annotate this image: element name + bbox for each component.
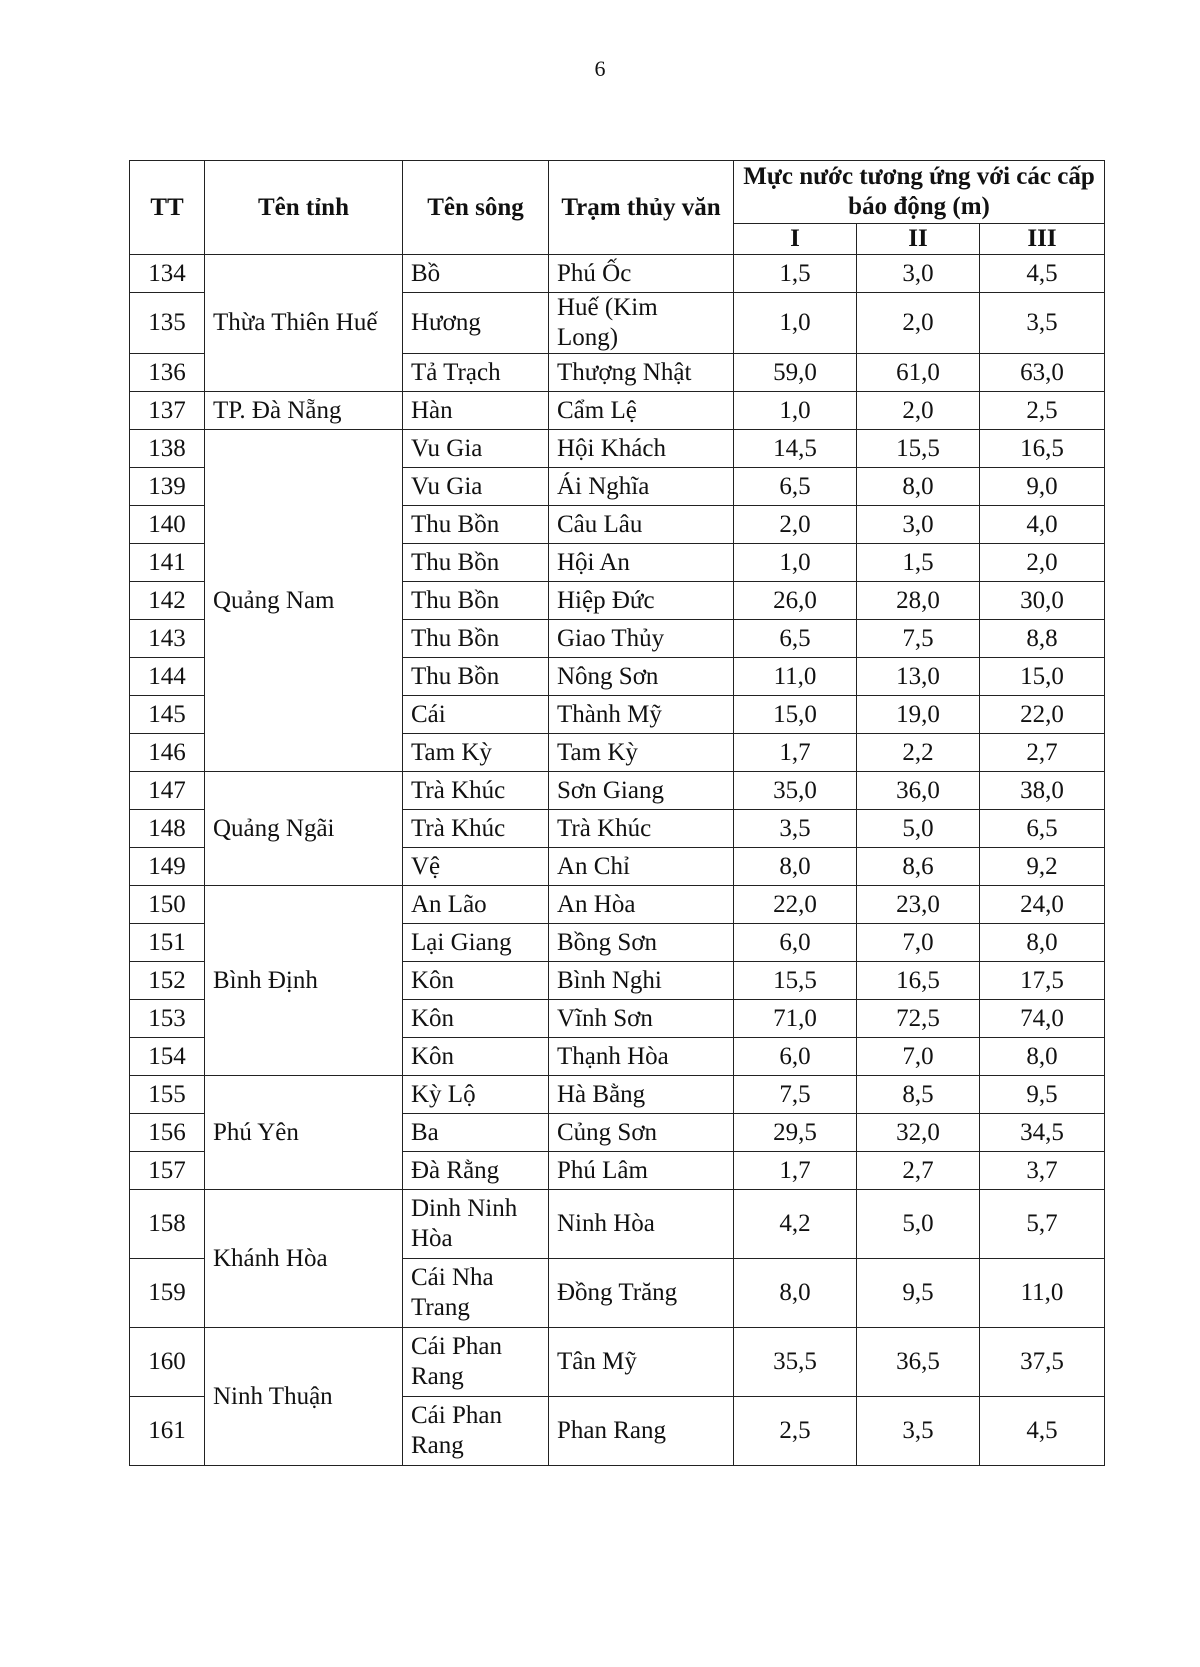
cell-level-3: 2,5 bbox=[980, 392, 1105, 430]
cell-station: Cẩm Lệ bbox=[549, 392, 734, 430]
cell-tt: 158 bbox=[130, 1190, 205, 1259]
cell-tt: 136 bbox=[130, 354, 205, 392]
cell-level-2: 7,0 bbox=[857, 924, 980, 962]
cell-level-1: 2,5 bbox=[734, 1397, 857, 1466]
cell-level-1: 8,0 bbox=[734, 848, 857, 886]
cell-level-3: 63,0 bbox=[980, 354, 1105, 392]
cell-level-2: 23,0 bbox=[857, 886, 980, 924]
cell-station: Ái Nghĩa bbox=[549, 468, 734, 506]
cell-station: Câu Lâu bbox=[549, 506, 734, 544]
table-row bbox=[130, 886, 1105, 924]
cell-level-3: 74,0 bbox=[980, 1000, 1105, 1038]
cell-station: Thạnh Hòa bbox=[549, 1038, 734, 1076]
cell-level-1: 1,7 bbox=[734, 1152, 857, 1190]
table-row bbox=[130, 430, 1105, 468]
cell-level-3: 22,0 bbox=[980, 696, 1105, 734]
cell-tt: 143 bbox=[130, 620, 205, 658]
cell-level-3: 30,0 bbox=[980, 582, 1105, 620]
cell-station: Trà Khúc bbox=[549, 810, 734, 848]
cell-river: Trà Khúc bbox=[403, 772, 549, 810]
cell-level-3: 17,5 bbox=[980, 962, 1105, 1000]
cell-level-3: 4,5 bbox=[980, 1397, 1105, 1466]
cell-level-2: 32,0 bbox=[857, 1114, 980, 1152]
cell-river: An Lão bbox=[403, 886, 549, 924]
cell-level-1: 6,0 bbox=[734, 924, 857, 962]
cell-level-2: 5,0 bbox=[857, 810, 980, 848]
cell-river: Thu Bồn bbox=[403, 544, 549, 582]
cell-tt: 134 bbox=[130, 255, 205, 293]
cell-level-2: 15,5 bbox=[857, 430, 980, 468]
cell-level-1: 1,0 bbox=[734, 392, 857, 430]
cell-river: Ba bbox=[403, 1114, 549, 1152]
header-level-2: II bbox=[857, 224, 980, 255]
cell-province: Phú Yên bbox=[205, 1076, 403, 1190]
cell-station: Tam Kỳ bbox=[549, 734, 734, 772]
cell-tt: 157 bbox=[130, 1152, 205, 1190]
cell-river: Thu Bồn bbox=[403, 582, 549, 620]
cell-level-1: 15,0 bbox=[734, 696, 857, 734]
cell-level-1: 1,7 bbox=[734, 734, 857, 772]
cell-river: Dinh Ninh Hòa bbox=[403, 1190, 549, 1259]
cell-river: Kôn bbox=[403, 962, 549, 1000]
header-river: Tên sông bbox=[403, 161, 549, 255]
cell-level-2: 13,0 bbox=[857, 658, 980, 696]
cell-station: Sơn Giang bbox=[549, 772, 734, 810]
cell-level-3: 38,0 bbox=[980, 772, 1105, 810]
cell-station: Thượng Nhật bbox=[549, 354, 734, 392]
cell-level-1: 59,0 bbox=[734, 354, 857, 392]
cell-tt: 145 bbox=[130, 696, 205, 734]
cell-station: Bình Nghi bbox=[549, 962, 734, 1000]
cell-level-1: 29,5 bbox=[734, 1114, 857, 1152]
cell-level-1: 6,5 bbox=[734, 620, 857, 658]
cell-tt: 141 bbox=[130, 544, 205, 582]
cell-level-3: 34,5 bbox=[980, 1114, 1105, 1152]
cell-level-1: 1,0 bbox=[734, 544, 857, 582]
cell-level-2: 7,0 bbox=[857, 1038, 980, 1076]
cell-tt: 156 bbox=[130, 1114, 205, 1152]
cell-station: Hà Bằng bbox=[549, 1076, 734, 1114]
cell-station: Đồng Trăng bbox=[549, 1259, 734, 1328]
cell-level-1: 22,0 bbox=[734, 886, 857, 924]
cell-level-2: 3,0 bbox=[857, 506, 980, 544]
cell-tt: 155 bbox=[130, 1076, 205, 1114]
cell-level-3: 15,0 bbox=[980, 658, 1105, 696]
cell-level-1: 35,5 bbox=[734, 1328, 857, 1397]
cell-level-1: 26,0 bbox=[734, 582, 857, 620]
cell-level-2: 5,0 bbox=[857, 1190, 980, 1259]
table-row bbox=[130, 255, 1105, 293]
cell-level-2: 28,0 bbox=[857, 582, 980, 620]
cell-tt: 159 bbox=[130, 1259, 205, 1328]
cell-level-1: 14,5 bbox=[734, 430, 857, 468]
cell-tt: 151 bbox=[130, 924, 205, 962]
cell-level-1: 15,5 bbox=[734, 962, 857, 1000]
cell-tt: 154 bbox=[130, 1038, 205, 1076]
cell-station: Tân Mỹ bbox=[549, 1328, 734, 1397]
cell-station: Giao Thủy bbox=[549, 620, 734, 658]
header-station: Trạm thủy văn bbox=[549, 161, 734, 255]
cell-province: Khánh Hòa bbox=[205, 1190, 403, 1328]
cell-river: Tam Kỳ bbox=[403, 734, 549, 772]
cell-river: Bồ bbox=[403, 255, 549, 293]
cell-level-1: 8,0 bbox=[734, 1259, 857, 1328]
cell-level-2: 3,5 bbox=[857, 1397, 980, 1466]
cell-level-2: 36,0 bbox=[857, 772, 980, 810]
cell-level-1: 35,0 bbox=[734, 772, 857, 810]
cell-river: Trà Khúc bbox=[403, 810, 549, 848]
cell-level-2: 19,0 bbox=[857, 696, 980, 734]
cell-level-3: 8,8 bbox=[980, 620, 1105, 658]
cell-level-3: 2,0 bbox=[980, 544, 1105, 582]
cell-province: Quảng Ngãi bbox=[205, 772, 403, 886]
table-row bbox=[130, 1076, 1105, 1114]
cell-tt: 144 bbox=[130, 658, 205, 696]
cell-river: Kôn bbox=[403, 1038, 549, 1076]
cell-province: Ninh Thuận bbox=[205, 1328, 403, 1466]
cell-level-2: 2,0 bbox=[857, 293, 980, 354]
cell-level-2: 72,5 bbox=[857, 1000, 980, 1038]
cell-tt: 152 bbox=[130, 962, 205, 1000]
cell-tt: 142 bbox=[130, 582, 205, 620]
cell-level-1: 1,5 bbox=[734, 255, 857, 293]
cell-station: Thành Mỹ bbox=[549, 696, 734, 734]
cell-tt: 135 bbox=[130, 293, 205, 354]
cell-level-3: 8,0 bbox=[980, 1038, 1105, 1076]
cell-tt: 139 bbox=[130, 468, 205, 506]
cell-level-2: 16,5 bbox=[857, 962, 980, 1000]
cell-river: Cái Nha Trang bbox=[403, 1259, 549, 1328]
cell-station: Phú Lâm bbox=[549, 1152, 734, 1190]
cell-level-2: 9,5 bbox=[857, 1259, 980, 1328]
cell-level-3: 4,5 bbox=[980, 255, 1105, 293]
cell-level-3: 5,7 bbox=[980, 1190, 1105, 1259]
cell-tt: 147 bbox=[130, 772, 205, 810]
cell-river: Vệ bbox=[403, 848, 549, 886]
cell-station: Bồng Sơn bbox=[549, 924, 734, 962]
cell-level-1: 1,0 bbox=[734, 293, 857, 354]
cell-station: Phan Rang bbox=[549, 1397, 734, 1466]
cell-level-2: 2,0 bbox=[857, 392, 980, 430]
page-number: 6 bbox=[594, 56, 606, 81]
cell-tt: 138 bbox=[130, 430, 205, 468]
cell-level-1: 2,0 bbox=[734, 506, 857, 544]
cell-province: Bình Định bbox=[205, 886, 403, 1076]
cell-river: Đà Rằng bbox=[403, 1152, 549, 1190]
alert-levels-table bbox=[129, 160, 1105, 1466]
cell-river: Vu Gia bbox=[403, 430, 549, 468]
table-row bbox=[130, 772, 1105, 810]
cell-level-3: 24,0 bbox=[980, 886, 1105, 924]
cell-level-3: 9,2 bbox=[980, 848, 1105, 886]
cell-level-2: 2,7 bbox=[857, 1152, 980, 1190]
cell-river: Kôn bbox=[403, 1000, 549, 1038]
cell-level-3: 4,0 bbox=[980, 506, 1105, 544]
cell-station: Củng Sơn bbox=[549, 1114, 734, 1152]
table-row bbox=[130, 1190, 1105, 1259]
cell-province: TP. Đà Nẵng bbox=[205, 392, 403, 430]
cell-level-1: 11,0 bbox=[734, 658, 857, 696]
cell-river: Thu Bồn bbox=[403, 620, 549, 658]
cell-level-1: 7,5 bbox=[734, 1076, 857, 1114]
cell-tt: 137 bbox=[130, 392, 205, 430]
cell-level-2: 8,5 bbox=[857, 1076, 980, 1114]
cell-station: Huế (Kim Long) bbox=[549, 293, 734, 354]
cell-level-2: 3,0 bbox=[857, 255, 980, 293]
cell-station: Hội An bbox=[549, 544, 734, 582]
cell-tt: 149 bbox=[130, 848, 205, 886]
cell-station: Nông Sơn bbox=[549, 658, 734, 696]
cell-level-3: 9,0 bbox=[980, 468, 1105, 506]
cell-level-1: 6,5 bbox=[734, 468, 857, 506]
cell-station: Hội Khách bbox=[549, 430, 734, 468]
cell-river: Thu Bồn bbox=[403, 658, 549, 696]
cell-river: Lại Giang bbox=[403, 924, 549, 962]
cell-river: Cái Phan Rang bbox=[403, 1397, 549, 1466]
table-row bbox=[130, 1328, 1105, 1397]
cell-level-2: 36,5 bbox=[857, 1328, 980, 1397]
cell-province: Quảng Nam bbox=[205, 430, 403, 772]
cell-station: Hiệp Đức bbox=[549, 582, 734, 620]
cell-tt: 146 bbox=[130, 734, 205, 772]
cell-level-2: 61,0 bbox=[857, 354, 980, 392]
header-province: Tên tỉnh bbox=[205, 161, 403, 255]
header-tt: TT bbox=[130, 161, 205, 255]
cell-level-3: 3,7 bbox=[980, 1152, 1105, 1190]
cell-river: Cái Phan Rang bbox=[403, 1328, 549, 1397]
cell-station: An Hòa bbox=[549, 886, 734, 924]
cell-level-2: 8,6 bbox=[857, 848, 980, 886]
cell-level-2: 1,5 bbox=[857, 544, 980, 582]
cell-level-3: 8,0 bbox=[980, 924, 1105, 962]
cell-river: Kỳ Lộ bbox=[403, 1076, 549, 1114]
cell-level-1: 4,2 bbox=[734, 1190, 857, 1259]
cell-river: Cái bbox=[403, 696, 549, 734]
cell-level-2: 8,0 bbox=[857, 468, 980, 506]
cell-river: Thu Bồn bbox=[403, 506, 549, 544]
cell-level-1: 71,0 bbox=[734, 1000, 857, 1038]
cell-river: Hàn bbox=[403, 392, 549, 430]
cell-station: An Chỉ bbox=[549, 848, 734, 886]
cell-tt: 150 bbox=[130, 886, 205, 924]
cell-level-2: 2,2 bbox=[857, 734, 980, 772]
cell-tt: 160 bbox=[130, 1328, 205, 1397]
cell-level-3: 11,0 bbox=[980, 1259, 1105, 1328]
header-level-1: I bbox=[734, 224, 857, 255]
cell-level-1: 6,0 bbox=[734, 1038, 857, 1076]
cell-level-2: 7,5 bbox=[857, 620, 980, 658]
cell-level-3: 3,5 bbox=[980, 293, 1105, 354]
cell-station: Ninh Hòa bbox=[549, 1190, 734, 1259]
cell-level-3: 37,5 bbox=[980, 1328, 1105, 1397]
cell-station: Vĩnh Sơn bbox=[549, 1000, 734, 1038]
cell-province: Thừa Thiên Huế bbox=[205, 255, 403, 392]
cell-level-3: 6,5 bbox=[980, 810, 1105, 848]
cell-river: Tả Trạch bbox=[403, 354, 549, 392]
header-alert-levels: Mực nước tương ứng với các cấp báo động (m) bbox=[734, 161, 1105, 224]
cell-tt: 148 bbox=[130, 810, 205, 848]
table-row bbox=[130, 392, 1105, 430]
cell-station: Phú Ốc bbox=[549, 255, 734, 293]
cell-level-3: 16,5 bbox=[980, 430, 1105, 468]
header-level-3: III bbox=[980, 224, 1105, 255]
cell-tt: 140 bbox=[130, 506, 205, 544]
cell-level-3: 9,5 bbox=[980, 1076, 1105, 1114]
cell-level-1: 3,5 bbox=[734, 810, 857, 848]
cell-river: Vu Gia bbox=[403, 468, 549, 506]
cell-tt: 153 bbox=[130, 1000, 205, 1038]
cell-river: Hương bbox=[403, 293, 549, 354]
cell-level-3: 2,7 bbox=[980, 734, 1105, 772]
cell-tt: 161 bbox=[130, 1397, 205, 1466]
